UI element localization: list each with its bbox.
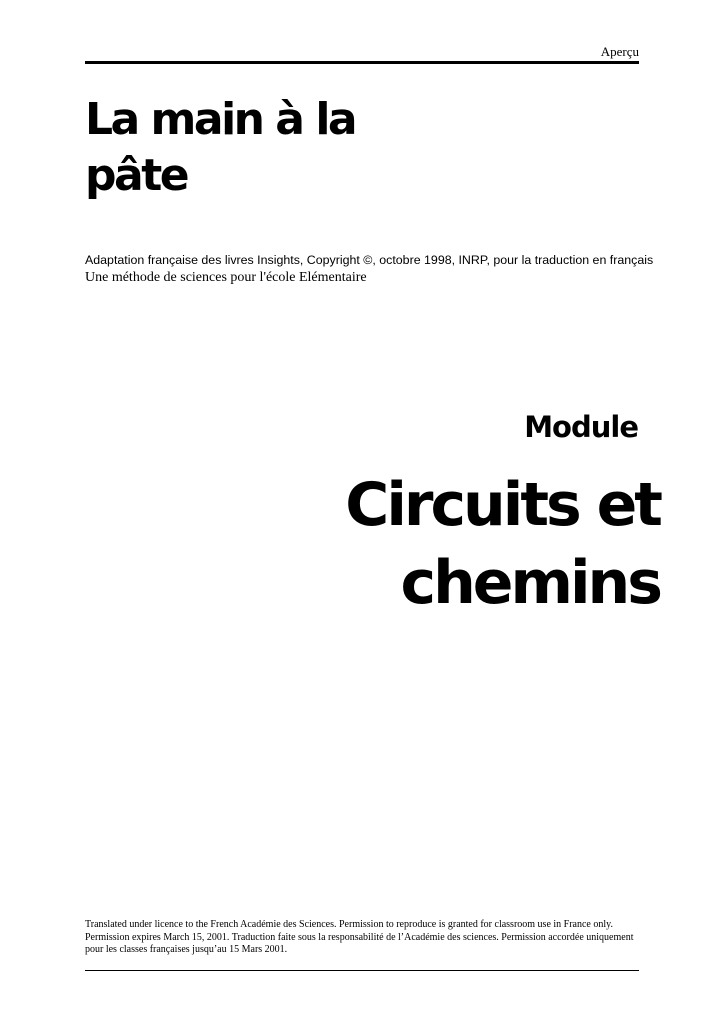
main-title	[85, 92, 445, 204]
bottom-divider	[85, 970, 639, 971]
main-title-line1: La main à la	[85, 94, 356, 145]
licence-line2: Permission expires March 15, 2001. Traduction faite sous la responsabilité de l’Académie des sciences. Permission accordée uniquement	[85, 931, 634, 943]
module-title-line2: chemins	[400, 548, 660, 618]
main-title-line2: pâte	[85, 150, 188, 201]
module-title	[200, 466, 660, 622]
module-label: Module	[524, 410, 638, 444]
module-title-line1: Circuits et	[345, 470, 660, 540]
licence-line3: pour les classes françaises jusqu’au 15 Mars 2001.	[85, 944, 288, 955]
method-subtitle: Une méthode de sciences pour l'école Elémentaire	[85, 270, 367, 285]
licence-line1: Translated under licence to the French Académie des Sciences. Permission to reproduce is granted for classroom use in France only.	[85, 919, 613, 930]
licence-notice	[85, 919, 639, 957]
adaptation-note: Adaptation française des livres Insights, Copyright ©, octobre 1998, INRP, pour la traduction en français	[85, 253, 654, 267]
top-divider	[85, 61, 639, 64]
header-label: Aperçu	[600, 44, 639, 59]
